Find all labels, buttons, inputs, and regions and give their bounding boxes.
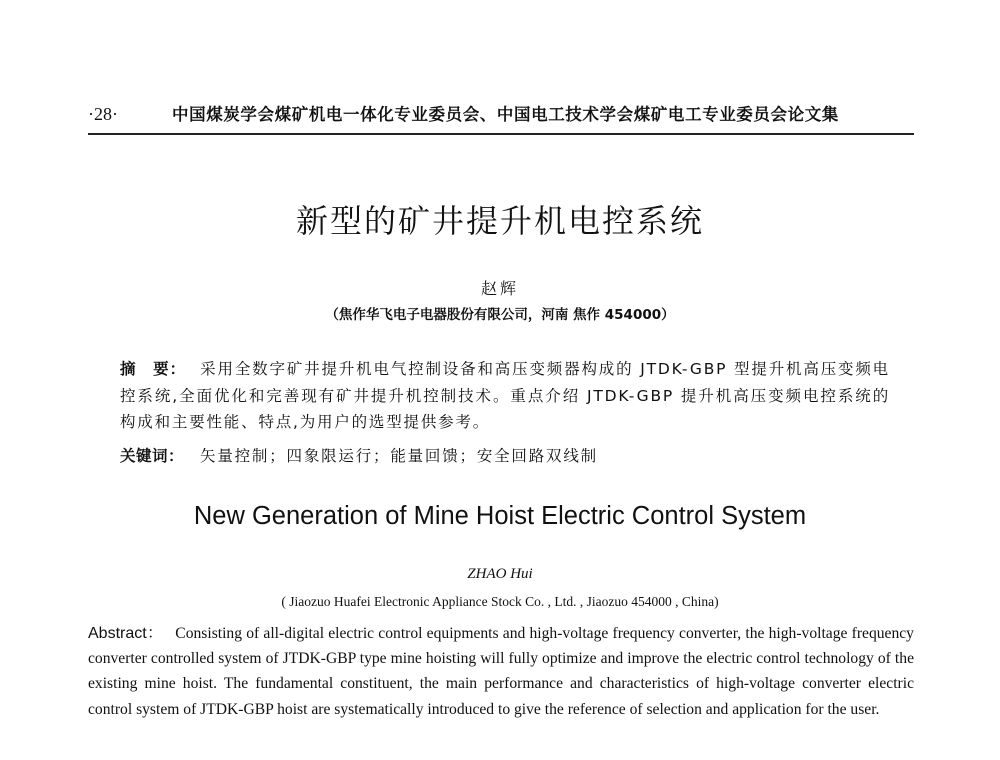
english-abstract-label: Abstract： xyxy=(88,625,164,642)
chinese-keywords-label: 关键词： xyxy=(120,447,185,465)
english-title: New Generation of Mine Hoist Electric Control System xyxy=(193,502,807,530)
english-abstract-text: Consisting of all-digital electric control equipments and high-voltage frequency converter, the high-voltage frequency converter controlled system of JTDK-GBP type mine hoisting will fully optimize and improve the electric control technology of the existing mine hoist. The fundamental constituent, the main performance and characteristics of high-voltage converter electric control system of JTDK-GBP hoist are systematically introduced to give the reference of selection and application for the user. xyxy=(88,625,914,718)
chinese-abstract xyxy=(120,356,890,436)
chinese-keywords-text: 矢量控制；四象限运行；能量回馈；安全回路双线制 xyxy=(200,447,598,465)
chinese-abstract-label: 摘 要： xyxy=(120,360,187,378)
chinese-title: 新型的矿井提升机电控系统 xyxy=(295,202,704,240)
page-number: ·28· xyxy=(88,104,118,124)
series-title: 中国煤炭学会煤矿机电一体化专业委员会、中国电工技术学会煤矿电工专业委员会论文集 xyxy=(172,105,839,124)
chinese-abstract-text: 采用全数字矿井提升机电气控制设备和高压变频器构成的 JTDK-GBP 型提升机高压变频电控系统,全面优化和完善现有矿井提升机控制技术。重点介绍 JTDK-GBP 提升机高压变频电控系统的构成和主要性能、特点,为用户的选型提供参考。 xyxy=(120,360,890,431)
english-author: ZHAO Hui xyxy=(467,566,533,582)
english-abstract xyxy=(88,621,914,722)
chinese-affiliation: （焦作华飞电子电器股份有限公司，河南 焦作 454000） xyxy=(325,307,675,323)
chinese-author: 赵辉 xyxy=(480,279,519,298)
english-affiliation: ( Jiaozuo Huafei Electronic Appliance Stock Co. , Ltd. , Jiaozuo 454000 , China) xyxy=(281,594,719,609)
running-header xyxy=(88,101,913,129)
header-rule xyxy=(88,133,914,135)
chinese-keywords xyxy=(120,443,890,469)
